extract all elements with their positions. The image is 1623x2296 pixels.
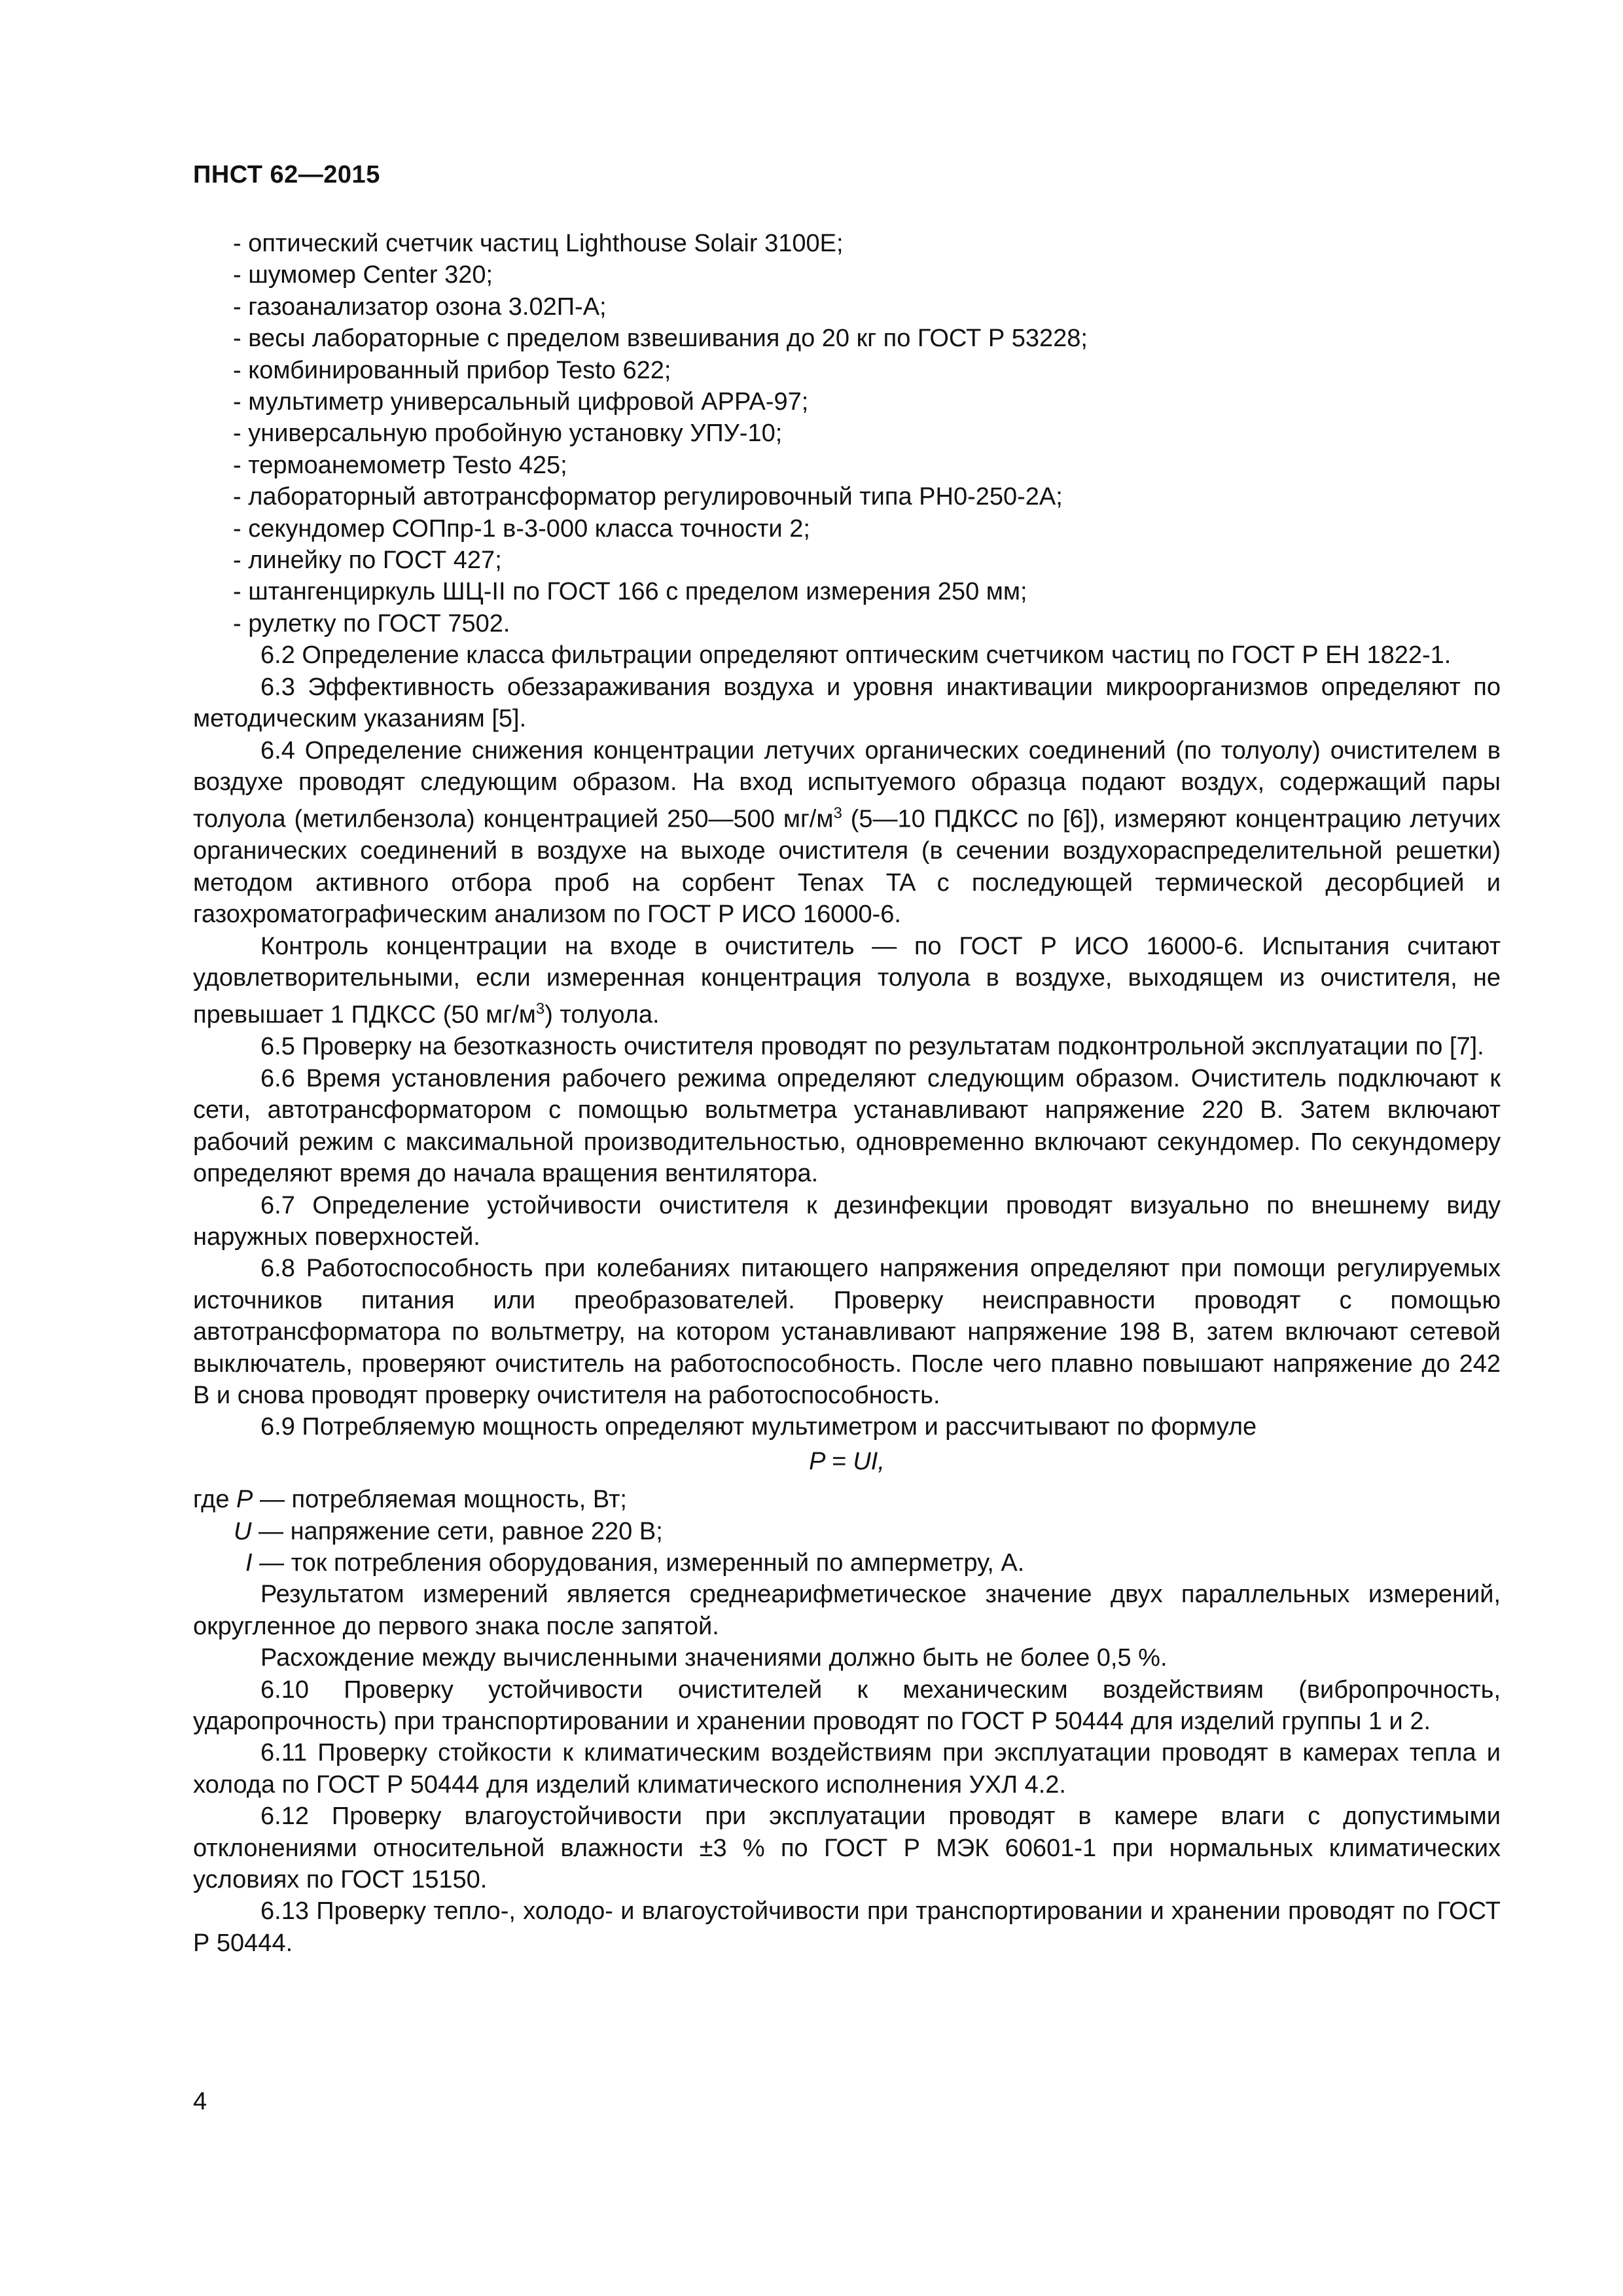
paragraph-6-4-text-b: (5—10 ПДКСС по [6]), измеряют концентрацию летучих органических соединений в воздухе на выходе очистителя (в сечении воздухораспределительной решетки) методом активного отбора проб на сорбент Tenax TA с последующей термической десорбцией и газохроматографическим анализом по ГОСТ Р ИСО 16000-6.: [193, 805, 1501, 929]
where-prefix: где: [193, 1486, 237, 1514]
list-item: - мультиметр универсальный цифровой APPA-97;: [233, 388, 809, 416]
paragraph-6-4: [193, 735, 1501, 931]
control-text-a: Контроль концентрации на входе в очиститель — по ГОСТ Р ИСО 16000-6. Испытания считают удовлетворительными, если измеренная концентрация толуола в воздухе, выходящем из очистителя, не превышает 1 ПДКСС (50 мг/м: [193, 932, 1501, 1030]
list-item: - секундомер СОПпр-1 в-3-000 класса точности 2;: [233, 514, 810, 543]
paragraph-6-6: 6.6 Время установления рабочего режима определяют следующим образом. Очиститель подключают к сети, автотрансформатором с помощью вольтметра устанавливают напряжение 220 В. Затем включают рабочий режим с максимальной производительностью, одновременно включают секундомер. По секундомеру определяют время до начала вращения вентилятора.: [193, 1064, 1501, 1188]
formula-where-i: [193, 1547, 1501, 1579]
paragraph-result: Результатом измерений является среднеарифметическое значение двух параллельных измерений, округленное до первого знака после запятой.: [193, 1581, 1501, 1640]
variable-p: P: [236, 1486, 253, 1514]
page-number: 4: [193, 2088, 207, 2115]
document-body: [193, 228, 1501, 1959]
superscript-3: 3: [833, 804, 842, 823]
list-item: - весы лабораторные с пределом взвешивания до 20 кг по ГОСТ Р 53228;: [233, 325, 1088, 353]
paragraph-6-10: 6.10 Проверку устойчивости очистителей к механическим воздействиям (вибропрочность, ударопрочность) при транспортировании и хранении проводят по ГОСТ Р 50444 для изделий группы 1 и 2.: [193, 1676, 1501, 1735]
list-item: - газоанализатор озона 3.02П-А;: [233, 293, 607, 321]
paragraph-discrepancy: Расхождение между вычисленными значениями должно быть не более 0,5 %.: [260, 1644, 1168, 1672]
equipment-list: [193, 228, 1501, 639]
list-item: - лабораторный автотрансформатор регулировочный типа РН0-250-2А;: [233, 483, 1063, 511]
list-item: - шумомер Center 320;: [233, 261, 493, 289]
where-p-text: — потребляемая мощность, Вт;: [253, 1486, 627, 1514]
variable-u: U: [234, 1517, 252, 1545]
superscript-3: 3: [535, 1000, 545, 1018]
list-item: - штангенциркуль ШЦ-II по ГОСТ 166 с пределом измерения 250 мм;: [233, 578, 1027, 606]
paragraph-6-11: 6.11 Проверку стойкости к климатическим воздействиям при эксплуатации проводят в камерах тепла и холода по ГОСТ Р 50444 для изделий климатического исполнения УХЛ 4.2.: [193, 1739, 1501, 1799]
list-item: - универсальную пробойную установку УПУ-10;: [233, 420, 783, 448]
paragraph-6-4-control: [193, 931, 1501, 1031]
paragraph-6-13: 6.13 Проверку тепло-, холодо- и влагоустойчивости при транспортировании и хранении проводят по ГОСТ Р 50444.: [193, 1897, 1501, 1957]
paragraph-6-12: 6.12 Проверку влагоустойчивости при эксплуатации проводят в камере влаги с допустимыми отклонениями относительной влажности ±3 % по ГОСТ Р МЭК 60601-1 при нормальных климатических условиях по ГОСТ 15150.: [193, 1803, 1501, 1894]
where-u-text: — напряжение сети, равное 220 В;: [251, 1517, 663, 1545]
list-item: - линейку по ГОСТ 427;: [233, 547, 502, 575]
paragraph-6-4-text-a: 6.4 Определение снижения концентрации летучих органических соединений (по толуолу) очистителем в воздухе проводят следующим образом. На вход испытуемого образца подают воздух, содержащий пары толуола (метилбензола) концентрацией 250—500 мг/м: [193, 736, 1501, 833]
list-item: - рулетку по ГОСТ 7502.: [233, 609, 510, 637]
document-id-header: ПНСТ 62—2015: [193, 161, 380, 188]
paragraph-6-2: 6.2 Определение класса фильтрации определяют оптическим счетчиком частиц по ГОСТ Р ЕН 1822-1.: [260, 641, 1452, 670]
formula-where-p: [193, 1484, 1501, 1515]
where-i-text: — ток потребления оборудования, измеренный по амперметру, А.: [252, 1549, 1025, 1577]
paragraph-6-5: 6.5 Проверку на безотказность очистителя проводят по результатам подконтрольной эксплуатации по [7].: [260, 1033, 1484, 1061]
variable-i: I: [245, 1549, 253, 1577]
control-text-b: ) толуола.: [544, 1001, 660, 1030]
list-item: - оптический счетчик частиц Lighthouse Solair 3100E;: [233, 230, 844, 257]
paragraph-6-7: 6.7 Определение устойчивости очистителя к дезинфекции проводят визуально по внешнему виду наружных поверхностей.: [193, 1191, 1501, 1251]
paragraph-6-8: 6.8 Работоспособность при колебаниях питающего напряжения определяют при помощи регулируемых источников питания или преобразователей. Проверку неисправности проводят с помощью автотрансформатора по вольтметру, на котором устанавливают напряжение 198 В, затем включают сетевой выключатель, проверяют очиститель на работоспособность. После чего плавно повышают напряжение до 242 В и снова проводят проверку очистителя на работоспособность.: [193, 1255, 1501, 1409]
paragraph-6-3: 6.3 Эффективность обеззараживания воздуха и уровня инактивации микроорганизмов определяют по методическим указаниям [5].: [193, 673, 1501, 733]
formula-where-u: [193, 1516, 1501, 1547]
list-item: - термоанемометр Testo 425;: [233, 451, 567, 479]
list-item: - комбинированный прибор Testo 622;: [233, 356, 671, 384]
power-formula: P = UI,: [809, 1447, 885, 1475]
paragraph-6-9: 6.9 Потребляемую мощность определяют мультиметром и рассчитывают по формуле: [260, 1413, 1257, 1441]
